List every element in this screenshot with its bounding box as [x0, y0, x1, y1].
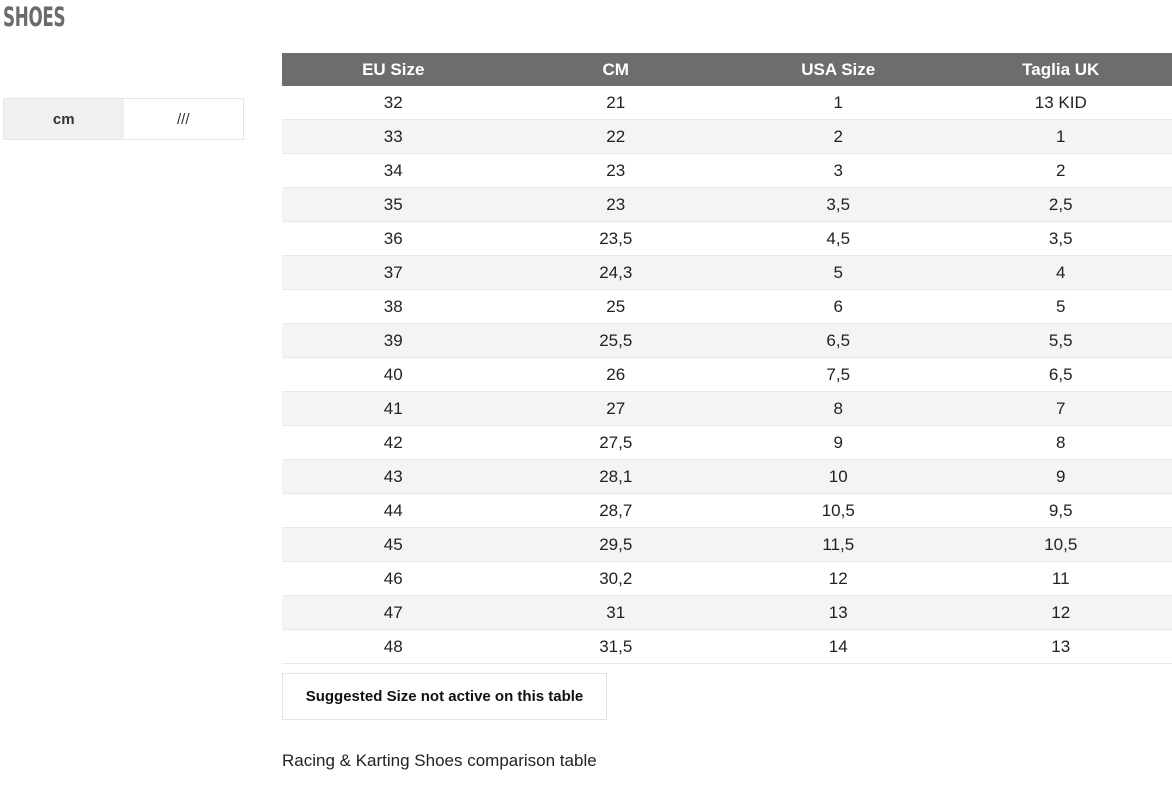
- cell-eu-size: 42: [282, 426, 505, 460]
- cell-eu-size: 46: [282, 562, 505, 596]
- cell-eu-size: 38: [282, 290, 505, 324]
- cell-usa-size: 12: [727, 562, 950, 596]
- table-row: [282, 188, 1172, 222]
- cell-eu-size: 37: [282, 256, 505, 290]
- cell-uk-size: 12: [950, 596, 1172, 630]
- cell-usa-size: 3,5: [727, 188, 950, 222]
- cell-cm: 31: [505, 596, 728, 630]
- cell-eu-size: 48: [282, 630, 505, 664]
- table-row: [282, 460, 1172, 494]
- table-row: [282, 154, 1172, 188]
- cell-eu-size: 34: [282, 154, 505, 188]
- cell-eu-size: 32: [282, 86, 505, 120]
- cell-uk-size: 10,5: [950, 528, 1172, 562]
- cell-uk-size: 5: [950, 290, 1172, 324]
- cell-eu-size: 45: [282, 528, 505, 562]
- cell-eu-size: 36: [282, 222, 505, 256]
- cell-uk-size: 8: [950, 426, 1172, 460]
- cell-eu-size: 41: [282, 392, 505, 426]
- cell-eu-size: 40: [282, 358, 505, 392]
- cell-usa-size: 10: [727, 460, 950, 494]
- cell-uk-size: 2: [950, 154, 1172, 188]
- unit-option-cm[interactable]: cm: [4, 99, 124, 139]
- cell-usa-size: 7,5: [727, 358, 950, 392]
- column-header-uk-size: Taglia UK: [950, 53, 1172, 86]
- cell-cm: 25,5: [505, 324, 728, 358]
- table-row: [282, 528, 1172, 562]
- table-row: [282, 324, 1172, 358]
- column-header-cm: CM: [505, 53, 728, 86]
- table-row: [282, 494, 1172, 528]
- cell-cm: 23: [505, 188, 728, 222]
- cell-cm: 26: [505, 358, 728, 392]
- cell-uk-size: 13: [950, 630, 1172, 664]
- size-table: [282, 53, 1172, 664]
- cell-usa-size: 6: [727, 290, 950, 324]
- cell-usa-size: 6,5: [727, 324, 950, 358]
- cell-cm: 23: [505, 154, 728, 188]
- cell-cm: 21: [505, 86, 728, 120]
- cell-cm: 27,5: [505, 426, 728, 460]
- cell-cm: 28,7: [505, 494, 728, 528]
- cell-cm: 27: [505, 392, 728, 426]
- cell-eu-size: 39: [282, 324, 505, 358]
- cell-uk-size: 13 KID: [950, 86, 1172, 120]
- column-header-eu-size: EU Size: [282, 53, 505, 86]
- cell-usa-size: 8: [727, 392, 950, 426]
- cell-cm: 30,2: [505, 562, 728, 596]
- table-row: [282, 562, 1172, 596]
- table-header-row: [282, 53, 1172, 86]
- cell-uk-size: 5,5: [950, 324, 1172, 358]
- cell-uk-size: 3,5: [950, 222, 1172, 256]
- table-row: [282, 256, 1172, 290]
- cell-usa-size: 14: [727, 630, 950, 664]
- cell-uk-size: 1: [950, 120, 1172, 154]
- table-row: [282, 120, 1172, 154]
- unit-toggle: [3, 98, 244, 140]
- column-header-usa-size: USA Size: [727, 53, 950, 86]
- table-row: [282, 222, 1172, 256]
- cell-eu-size: 44: [282, 494, 505, 528]
- cell-uk-size: 9,5: [950, 494, 1172, 528]
- cell-usa-size: 3: [727, 154, 950, 188]
- table-row: [282, 86, 1172, 120]
- cell-cm: 28,1: [505, 460, 728, 494]
- cell-usa-size: 11,5: [727, 528, 950, 562]
- table-row: [282, 596, 1172, 630]
- unit-option-inch[interactable]: ///: [124, 99, 244, 139]
- cell-uk-size: 9: [950, 460, 1172, 494]
- cell-cm: 24,3: [505, 256, 728, 290]
- cell-uk-size: 4: [950, 256, 1172, 290]
- table-caption: Racing & Karting Shoes comparison table: [282, 751, 597, 770]
- cell-usa-size: 2: [727, 120, 950, 154]
- cell-eu-size: 47: [282, 596, 505, 630]
- cell-usa-size: 9: [727, 426, 950, 460]
- table-row: [282, 358, 1172, 392]
- cell-cm: 29,5: [505, 528, 728, 562]
- table-row: [282, 426, 1172, 460]
- page-title: SHOES: [3, 2, 66, 33]
- cell-cm: 22: [505, 120, 728, 154]
- cell-usa-size: 1: [727, 86, 950, 120]
- cell-cm: 23,5: [505, 222, 728, 256]
- cell-cm: 31,5: [505, 630, 728, 664]
- cell-uk-size: 11: [950, 562, 1172, 596]
- cell-eu-size: 33: [282, 120, 505, 154]
- cell-usa-size: 13: [727, 596, 950, 630]
- cell-usa-size: 10,5: [727, 494, 950, 528]
- cell-uk-size: 6,5: [950, 358, 1172, 392]
- table-row: [282, 392, 1172, 426]
- table-row: [282, 290, 1172, 324]
- table-row: [282, 630, 1172, 664]
- cell-eu-size: 35: [282, 188, 505, 222]
- cell-uk-size: 7: [950, 392, 1172, 426]
- cell-cm: 25: [505, 290, 728, 324]
- cell-uk-size: 2,5: [950, 188, 1172, 222]
- suggested-size-notice: Suggested Size not active on this table: [282, 673, 607, 720]
- cell-usa-size: 4,5: [727, 222, 950, 256]
- cell-eu-size: 43: [282, 460, 505, 494]
- cell-usa-size: 5: [727, 256, 950, 290]
